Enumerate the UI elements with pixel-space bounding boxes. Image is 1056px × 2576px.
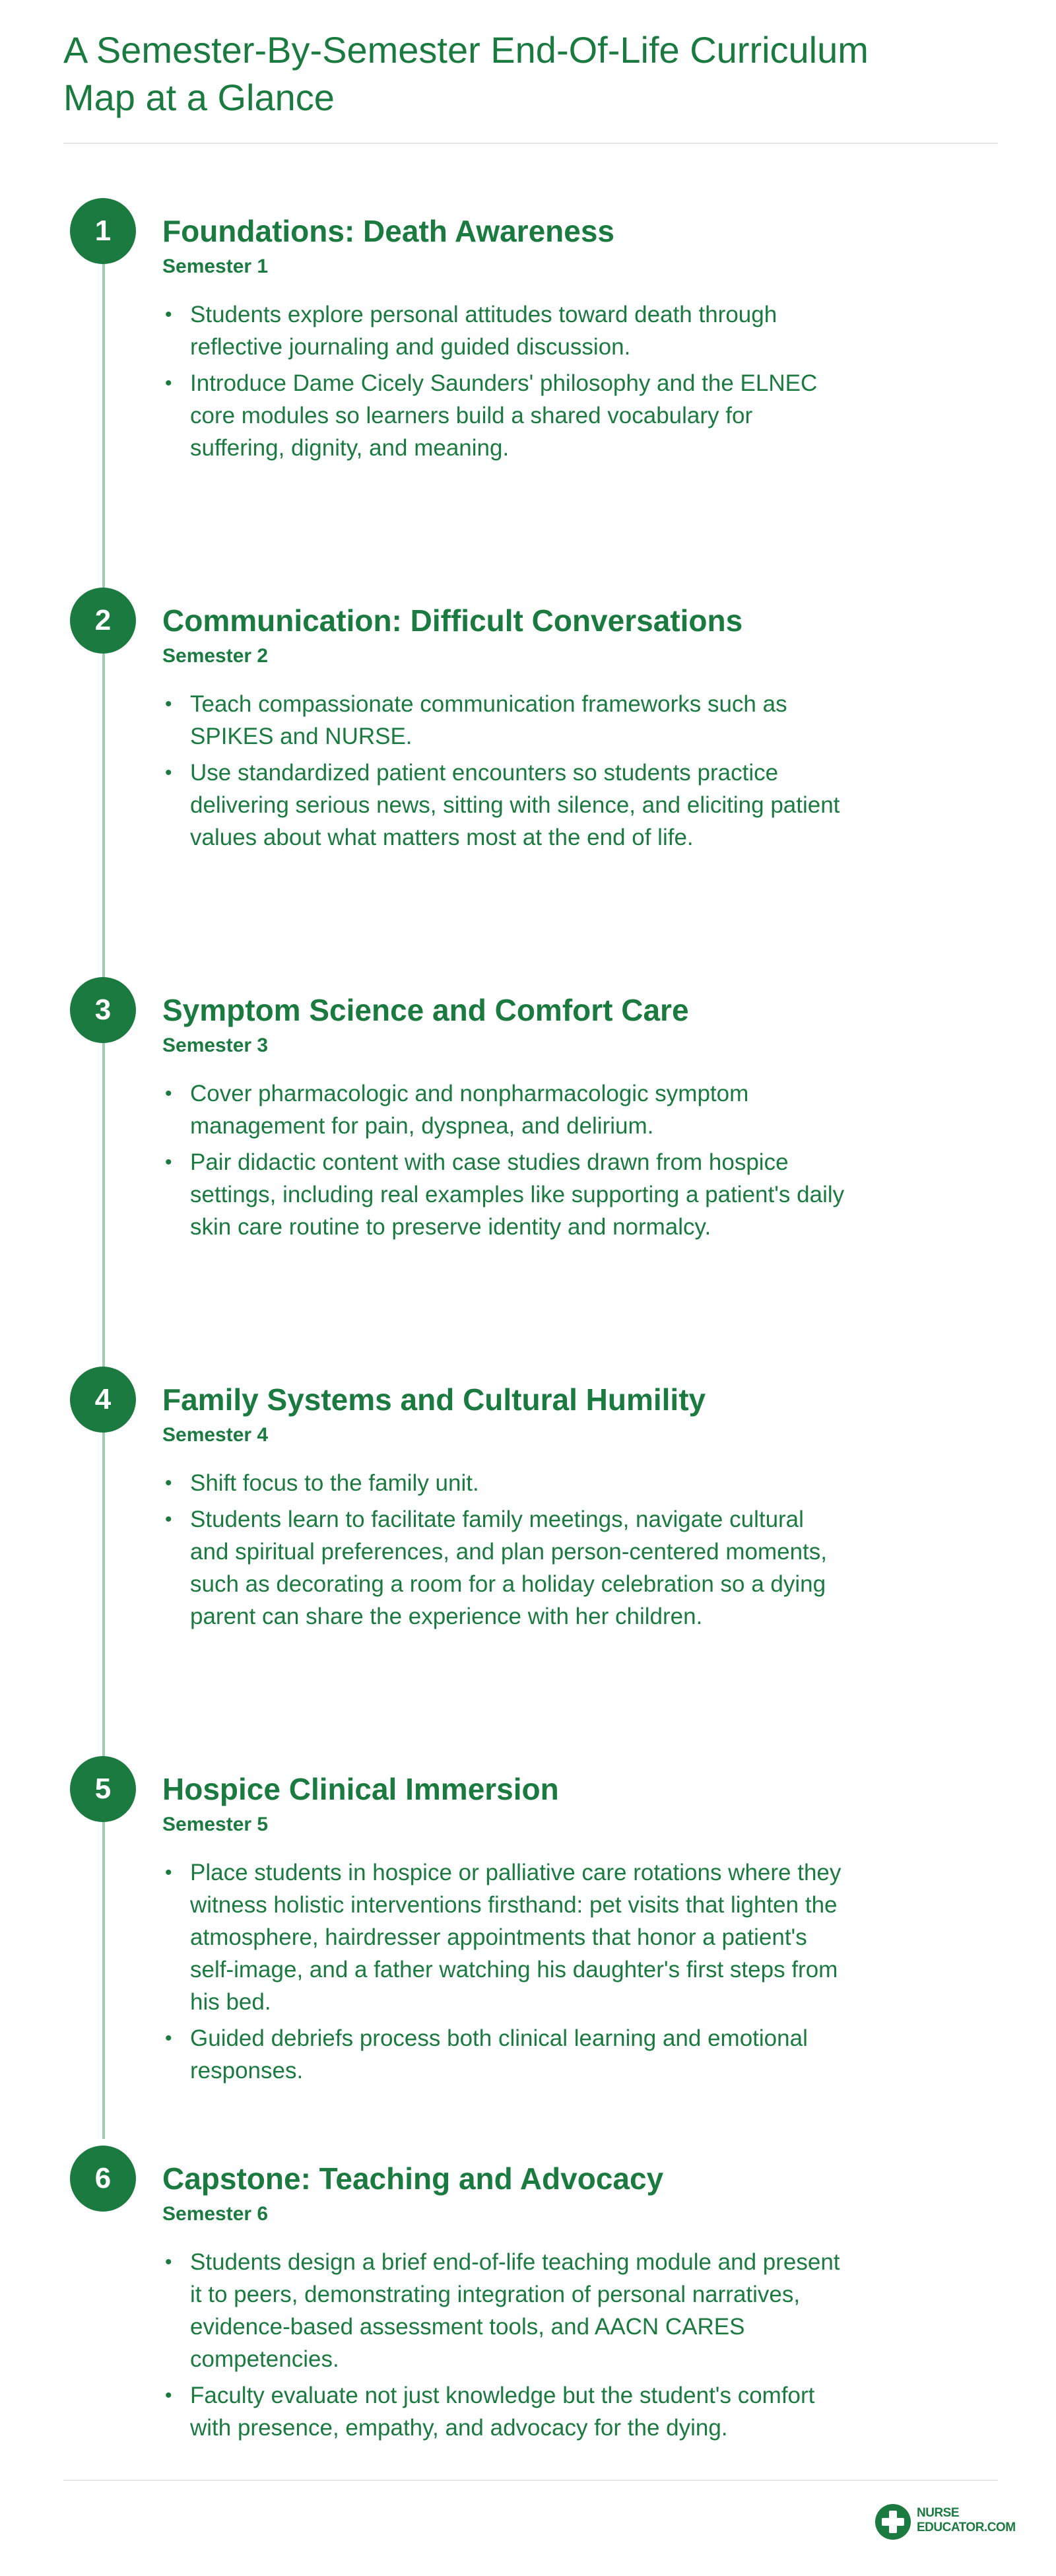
bullet-item: • Teach compassionate communication frameworks such as SPIKES and NURSE.	[162, 688, 849, 753]
step-number-badge: 3	[70, 977, 136, 1043]
bullet-item: • Introduce Dame Cicely Saunders' philosophy and the ELNEC core modules so learners build a shared vocabulary for suffering, dignity, and meaning.	[162, 367, 849, 464]
step-number-badge: 6	[70, 2146, 136, 2212]
step-semester: Semester 5	[162, 1813, 269, 1835]
bullet-item: • Use standardized patient encounters so students practice delivering serious news, sitting with silence, and eliciting patient values about what matters most at the end of life.	[162, 757, 849, 854]
medical-cross-icon	[874, 2503, 911, 2540]
step-semester: Semester 3	[162, 1034, 269, 1056]
step-title: Communication: Difficult Conversations	[162, 603, 743, 638]
bullet-item: • Shift focus to the family unit.	[162, 1467, 849, 1499]
timeline-line	[102, 224, 105, 2139]
footer-divider	[63, 2480, 998, 2481]
step-bullet-list	[162, 298, 849, 468]
step-bullet-list	[162, 1467, 849, 1637]
step-number-badge: 4	[70, 1367, 136, 1433]
step-semester: Semester 6	[162, 2203, 269, 2225]
logo-wordmark	[917, 2506, 1016, 2535]
bullet-item: • Pair didactic content with case studies drawn from hospice settings, including real examples like supporting a patient's daily skin care routine to preserve identity and normalcy.	[162, 1146, 849, 1243]
step-semester: Semester 1	[162, 255, 269, 277]
step-number-badge: 5	[70, 1756, 136, 1822]
step-title: Foundations: Death Awareness	[162, 214, 615, 248]
logo-line-2: EDUCATOR.COM	[917, 2521, 1016, 2534]
step-title: Family Systems and Cultural Humility	[162, 1382, 706, 1417]
step-number-badge: 1	[70, 198, 136, 264]
bullet-item: • Students learn to facilitate family meetings, navigate cultural and spiritual preferences, and plan person-centered moments, such as decorating a room for a holiday celebration so a dying parent can share the experience with her children.	[162, 1503, 849, 1633]
step-bullet-list	[162, 688, 849, 858]
bullet-item: • Guided debriefs process both clinical learning and emotional responses.	[162, 2022, 849, 2087]
bullet-item: • Place students in hospice or palliative care rotations where they witness holistic interventions firsthand: pet visits that lighten the atmosphere, hairdresser appointments that honor a patient's self-image, and a father watching his daughter's first steps from his bed.	[162, 1856, 849, 2018]
step-number-badge: 2	[70, 588, 136, 654]
bullet-item: • Students explore personal attitudes toward death through reflective journaling and guided discussion.	[162, 298, 849, 363]
step-bullet-list	[162, 1077, 849, 1247]
step-semester: Semester 2	[162, 645, 269, 667]
step-bullet-list	[162, 1856, 849, 2091]
page-title: A Semester-By-Semester End-Of-Life Curriculum Map at a Glance	[63, 29, 869, 118]
step-title: Hospice Clinical Immersion	[162, 1772, 559, 1806]
bullet-item: • Students design a brief end-of-life teaching module and present it to peers, demonstrating integration of personal narratives, evidence-based assessment tools, and AACN CARES competencies.	[162, 2246, 849, 2375]
logo-line-1: NURSE	[917, 2506, 960, 2520]
nurse-educator-logo	[874, 2501, 1016, 2543]
step-bullet-list	[162, 2246, 849, 2448]
bullet-item: • Faculty evaluate not just knowledge but the student's comfort with presence, empathy, and advocacy for the dying.	[162, 2379, 849, 2444]
step-semester: Semester 4	[162, 1424, 269, 1446]
title-divider	[63, 143, 998, 144]
step-title: Symptom Science and Comfort Care	[162, 993, 689, 1027]
bullet-item: • Cover pharmacologic and nonpharmacologic symptom management for pain, dyspnea, and delirium.	[162, 1077, 849, 1142]
step-title: Capstone: Teaching and Advocacy	[162, 2161, 664, 2196]
